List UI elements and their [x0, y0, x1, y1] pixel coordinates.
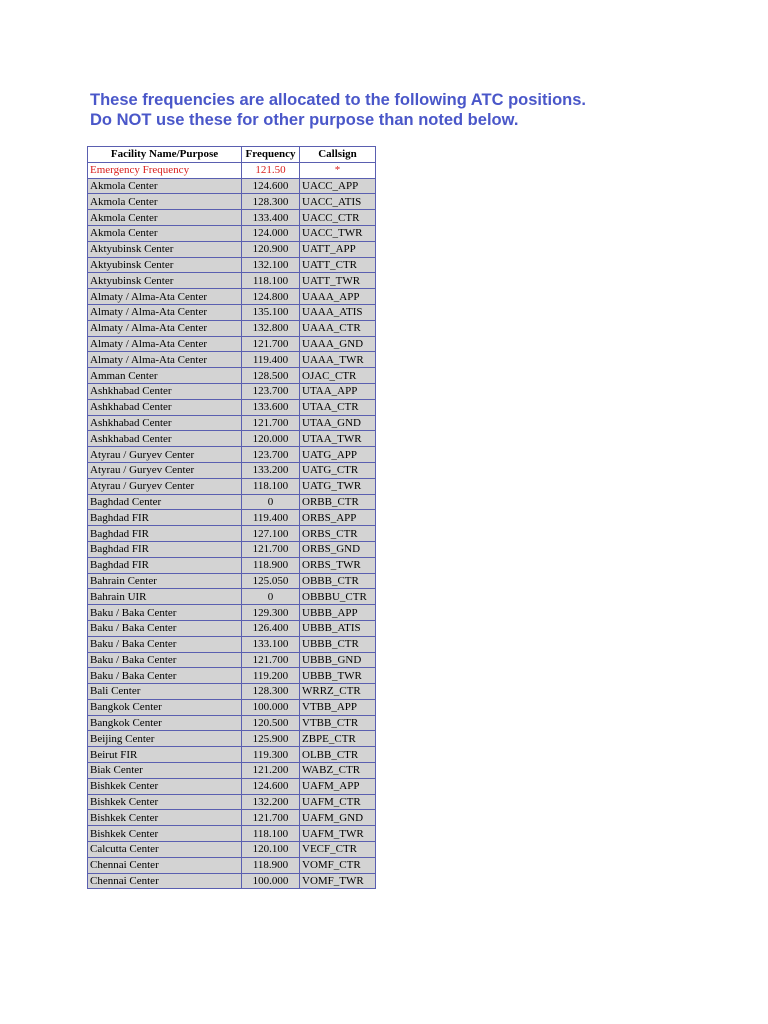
cell-frequency: 133.600 [242, 399, 300, 415]
cell-callsign: UATT_CTR [300, 257, 376, 273]
cell-frequency: 118.100 [242, 273, 300, 289]
table-row [88, 620, 376, 636]
table-row [88, 225, 376, 241]
page-heading [90, 90, 586, 130]
cell-facility: Calcutta Center [88, 842, 242, 858]
table-row [88, 699, 376, 715]
cell-frequency: 121.700 [242, 652, 300, 668]
table-row [88, 794, 376, 810]
table-row [88, 462, 376, 478]
cell-facility: Amman Center [88, 368, 242, 384]
cell-facility: Aktyubinsk Center [88, 241, 242, 257]
header-row [88, 147, 376, 163]
cell-facility: Almaty / Alma-Ata Center [88, 352, 242, 368]
cell-frequency: 121.700 [242, 541, 300, 557]
cell-callsign: UACC_APP [300, 178, 376, 194]
cell-frequency: 120.500 [242, 715, 300, 731]
cell-callsign: UAFM_CTR [300, 794, 376, 810]
cell-facility: Akmola Center [88, 210, 242, 226]
cell-callsign: UBBB_ATIS [300, 620, 376, 636]
cell-facility: Ashkhabad Center [88, 383, 242, 399]
cell-callsign: OJAC_CTR [300, 368, 376, 384]
table-row [88, 636, 376, 652]
cell-callsign: UAAA_ATIS [300, 304, 376, 320]
cell-facility: Atyrau / Guryev Center [88, 447, 242, 463]
table-row [88, 210, 376, 226]
cell-facility: Baku / Baka Center [88, 605, 242, 621]
cell-frequency: 133.200 [242, 462, 300, 478]
cell-frequency: 135.100 [242, 304, 300, 320]
table-row [88, 494, 376, 510]
cell-frequency: 120.900 [242, 241, 300, 257]
cell-frequency: 118.900 [242, 857, 300, 873]
cell-callsign: UBBB_CTR [300, 636, 376, 652]
table-row [88, 510, 376, 526]
cell-frequency: 128.300 [242, 194, 300, 210]
cell-callsign: ORBS_APP [300, 510, 376, 526]
cell-facility: Biak Center [88, 763, 242, 779]
table-row [88, 605, 376, 621]
table-row [88, 842, 376, 858]
cell-callsign: UAAA_GND [300, 336, 376, 352]
cell-facility: Baku / Baka Center [88, 668, 242, 684]
table-row [88, 431, 376, 447]
cell-frequency: 126.400 [242, 620, 300, 636]
cell-callsign: WRRZ_CTR [300, 684, 376, 700]
table-row [88, 715, 376, 731]
cell-frequency: 133.100 [242, 636, 300, 652]
frequency-table [87, 146, 376, 889]
heading-line-1: These frequencies are allocated to the following ATC positions. [90, 91, 586, 109]
cell-frequency: 120.100 [242, 842, 300, 858]
table-row [88, 541, 376, 557]
cell-facility: Ashkhabad Center [88, 415, 242, 431]
cell-callsign: UATG_APP [300, 447, 376, 463]
cell-frequency: 118.900 [242, 557, 300, 573]
cell-frequency: 125.900 [242, 731, 300, 747]
cell-facility: Almaty / Alma-Ata Center [88, 289, 242, 305]
cell-facility: Bishkek Center [88, 794, 242, 810]
cell-facility: Bali Center [88, 684, 242, 700]
table-row [88, 668, 376, 684]
cell-callsign: UTAA_CTR [300, 399, 376, 415]
cell-frequency: 121.700 [242, 810, 300, 826]
cell-callsign: UATG_CTR [300, 462, 376, 478]
cell-callsign: UTAA_APP [300, 383, 376, 399]
cell-callsign: UAAA_APP [300, 289, 376, 305]
table-row [88, 399, 376, 415]
cell-facility: Atyrau / Guryev Center [88, 478, 242, 494]
cell-frequency: 100.000 [242, 699, 300, 715]
table-row [88, 415, 376, 431]
cell-callsign: VTBB_APP [300, 699, 376, 715]
cell-facility: Bahrain UIR [88, 589, 242, 605]
cell-frequency: 120.000 [242, 431, 300, 447]
emergency-callsign: * [300, 162, 376, 178]
table-row [88, 289, 376, 305]
table-row [88, 320, 376, 336]
cell-facility: Baghdad FIR [88, 526, 242, 542]
table-row [88, 747, 376, 763]
table-row [88, 573, 376, 589]
cell-callsign: ZBPE_CTR [300, 731, 376, 747]
table-row [88, 763, 376, 779]
cell-facility: Akmola Center [88, 225, 242, 241]
cell-callsign: VTBB_CTR [300, 715, 376, 731]
cell-facility: Bishkek Center [88, 826, 242, 842]
cell-frequency: 132.200 [242, 794, 300, 810]
table-row [88, 194, 376, 210]
cell-frequency: 129.300 [242, 605, 300, 621]
table-row [88, 857, 376, 873]
table-row [88, 257, 376, 273]
cell-facility: Aktyubinsk Center [88, 257, 242, 273]
cell-frequency: 127.100 [242, 526, 300, 542]
table-row [88, 826, 376, 842]
cell-callsign: UATG_TWR [300, 478, 376, 494]
table-row [88, 557, 376, 573]
table-row [88, 684, 376, 700]
cell-facility: Bishkek Center [88, 778, 242, 794]
cell-frequency: 100.000 [242, 873, 300, 889]
table-row [88, 383, 376, 399]
cell-callsign: UAFM_GND [300, 810, 376, 826]
cell-facility: Bishkek Center [88, 810, 242, 826]
cell-frequency: 125.050 [242, 573, 300, 589]
table-row [88, 178, 376, 194]
cell-callsign: UAAA_CTR [300, 320, 376, 336]
header-frequency: Frequency [242, 147, 300, 163]
cell-callsign: OBBBU_CTR [300, 589, 376, 605]
cell-callsign: UBBB_GND [300, 652, 376, 668]
cell-facility: Baghdad FIR [88, 557, 242, 573]
cell-callsign: UAFM_APP [300, 778, 376, 794]
cell-frequency: 119.300 [242, 747, 300, 763]
emergency-facility: Emergency Frequency [88, 162, 242, 178]
cell-frequency: 123.700 [242, 447, 300, 463]
cell-callsign: VOMF_CTR [300, 857, 376, 873]
table-header [88, 147, 376, 163]
table-body [88, 162, 376, 889]
cell-callsign: UACC_TWR [300, 225, 376, 241]
cell-callsign: UAAA_TWR [300, 352, 376, 368]
cell-facility: Baku / Baka Center [88, 620, 242, 636]
cell-facility: Chennai Center [88, 873, 242, 889]
table-row [88, 652, 376, 668]
cell-facility: Almaty / Alma-Ata Center [88, 320, 242, 336]
cell-facility: Baghdad FIR [88, 541, 242, 557]
cell-callsign: VOMF_TWR [300, 873, 376, 889]
cell-facility: Aktyubinsk Center [88, 273, 242, 289]
cell-callsign: UTAA_GND [300, 415, 376, 431]
cell-facility: Bangkok Center [88, 715, 242, 731]
cell-facility: Baku / Baka Center [88, 636, 242, 652]
cell-frequency: 128.300 [242, 684, 300, 700]
cell-callsign: ORBS_TWR [300, 557, 376, 573]
cell-frequency: 0 [242, 494, 300, 510]
emergency-row [88, 162, 376, 178]
cell-facility: Almaty / Alma-Ata Center [88, 336, 242, 352]
cell-facility: Atyrau / Guryev Center [88, 462, 242, 478]
cell-frequency: 121.700 [242, 336, 300, 352]
table-row [88, 368, 376, 384]
table-row [88, 526, 376, 542]
cell-frequency: 128.500 [242, 368, 300, 384]
cell-callsign: ORBS_GND [300, 541, 376, 557]
cell-facility: Bangkok Center [88, 699, 242, 715]
cell-callsign: UBBB_TWR [300, 668, 376, 684]
cell-frequency: 124.000 [242, 225, 300, 241]
cell-facility: Akmola Center [88, 194, 242, 210]
emergency-frequency: 121.50 [242, 162, 300, 178]
cell-callsign: UAFM_TWR [300, 826, 376, 842]
cell-facility: Beijing Center [88, 731, 242, 747]
cell-callsign: VECF_CTR [300, 842, 376, 858]
cell-facility: Almaty / Alma-Ata Center [88, 304, 242, 320]
cell-callsign: UACC_ATIS [300, 194, 376, 210]
cell-frequency: 118.100 [242, 826, 300, 842]
table-row [88, 810, 376, 826]
cell-frequency: 118.100 [242, 478, 300, 494]
table-row [88, 304, 376, 320]
cell-facility: Baghdad Center [88, 494, 242, 510]
table-row [88, 778, 376, 794]
cell-facility: Chennai Center [88, 857, 242, 873]
cell-callsign: UATT_APP [300, 241, 376, 257]
cell-facility: Baghdad FIR [88, 510, 242, 526]
table-row [88, 731, 376, 747]
cell-callsign: OLBB_CTR [300, 747, 376, 763]
table-row [88, 336, 376, 352]
cell-callsign: UACC_CTR [300, 210, 376, 226]
cell-frequency: 132.800 [242, 320, 300, 336]
table-row [88, 273, 376, 289]
cell-callsign: OBBB_CTR [300, 573, 376, 589]
table-row [88, 589, 376, 605]
cell-facility: Beirut FIR [88, 747, 242, 763]
table-row [88, 352, 376, 368]
cell-facility: Baku / Baka Center [88, 652, 242, 668]
cell-frequency: 119.400 [242, 352, 300, 368]
cell-facility: Ashkhabad Center [88, 399, 242, 415]
cell-frequency: 119.400 [242, 510, 300, 526]
cell-frequency: 124.600 [242, 178, 300, 194]
cell-callsign: ORBB_CTR [300, 494, 376, 510]
cell-frequency: 124.600 [242, 778, 300, 794]
cell-callsign: ORBS_CTR [300, 526, 376, 542]
table-row [88, 873, 376, 889]
cell-frequency: 121.200 [242, 763, 300, 779]
cell-callsign: WABZ_CTR [300, 763, 376, 779]
cell-facility: Akmola Center [88, 178, 242, 194]
header-callsign: Callsign [300, 147, 376, 163]
cell-facility: Bahrain Center [88, 573, 242, 589]
cell-callsign: UATT_TWR [300, 273, 376, 289]
heading-line-2: Do NOT use these for other purpose than noted below. [90, 111, 519, 129]
cell-facility: Ashkhabad Center [88, 431, 242, 447]
header-facility: Facility Name/Purpose [88, 147, 242, 163]
cell-frequency: 0 [242, 589, 300, 605]
cell-frequency: 119.200 [242, 668, 300, 684]
table-row [88, 478, 376, 494]
cell-callsign: UTAA_TWR [300, 431, 376, 447]
cell-frequency: 133.400 [242, 210, 300, 226]
table-row [88, 447, 376, 463]
cell-frequency: 124.800 [242, 289, 300, 305]
cell-callsign: UBBB_APP [300, 605, 376, 621]
cell-frequency: 121.700 [242, 415, 300, 431]
cell-frequency: 132.100 [242, 257, 300, 273]
cell-frequency: 123.700 [242, 383, 300, 399]
table-row [88, 241, 376, 257]
